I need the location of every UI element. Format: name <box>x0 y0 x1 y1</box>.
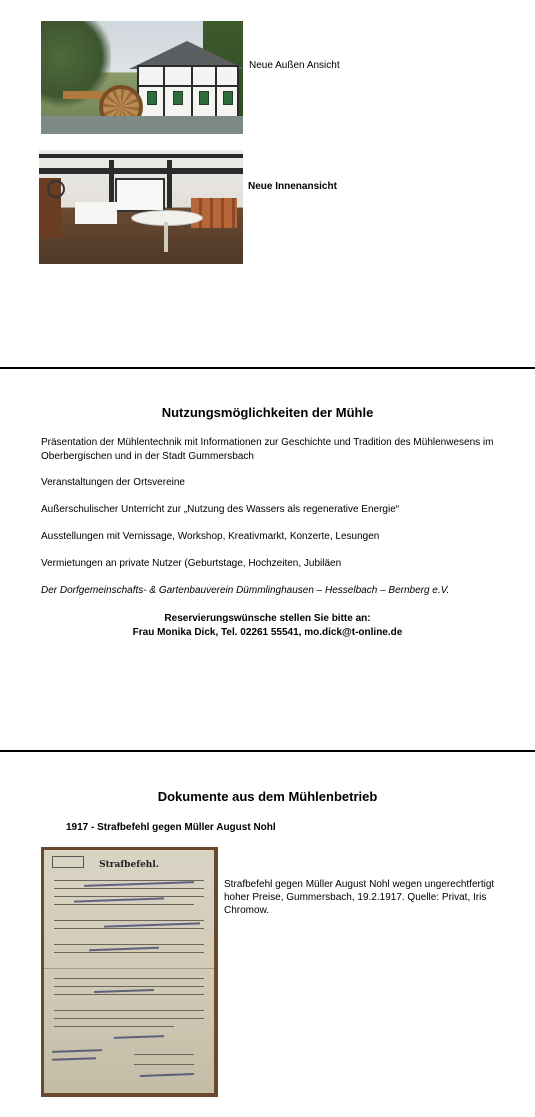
exterior-caption: Neue Außen Ansicht <box>249 60 340 71</box>
reservation-contact: Frau Monika Dick, Tel. 02261 55541, mo.dick@t-online.de <box>132 627 403 638</box>
usage-item: Präsentation der Mühlentechnik mit Informationen zur Geschichte und Tradition des Mühlenwesens im Oberbergischen und in der Stadt Gummersbach <box>41 437 494 462</box>
mill-interior-photo <box>39 150 243 264</box>
usage-item: Vermietungen an private Nutzer (Geburtstage, Hochzeiten, Jubiläen <box>41 558 342 569</box>
usage-item: Veranstaltungen der Ortsvereine <box>41 477 185 488</box>
documents-heading: Dokumente aus dem Mühlenbetrieb <box>157 789 378 804</box>
mill-exterior-photo <box>41 21 243 134</box>
document-title: 1917 - Strafbefehl gegen Müller August Nohl <box>66 822 276 833</box>
section-divider <box>0 750 535 752</box>
usage-item: Außerschulischer Unterricht zur „Nutzung des Wassers als regenerative Energie“ <box>41 504 400 515</box>
usage-item: Ausstellungen mit Vernissage, Workshop, Kreativmarkt, Konzerte, Lesungen <box>41 531 380 542</box>
penalty-order-document-photo <box>41 847 218 1097</box>
association-name: Der Dorfgemeinschafts- & Gartenbauverein Dümmlinghausen – Hesselbach – Bernberg e.V. <box>41 585 450 596</box>
window <box>115 178 165 212</box>
dining-table <box>75 202 117 224</box>
section-divider <box>0 367 535 369</box>
document-caption: Strafbefehl gegen Müller August Nohl wegen ungerechtfertigt hoher Preise, Gummersbach, 19.2.1917. Quelle: Privat, Iris Chromow. <box>224 879 495 916</box>
document-paper <box>44 850 214 1093</box>
reservation-note: Reservierungswünsche stellen Sie bitte an: <box>164 613 371 624</box>
usage-heading: Nutzungsmöglichkeiten der Mühle <box>161 405 374 420</box>
interior-caption: Neue Innenansicht <box>248 181 337 192</box>
ground <box>41 116 243 134</box>
document-heading: Strafbefehl. <box>99 860 159 870</box>
